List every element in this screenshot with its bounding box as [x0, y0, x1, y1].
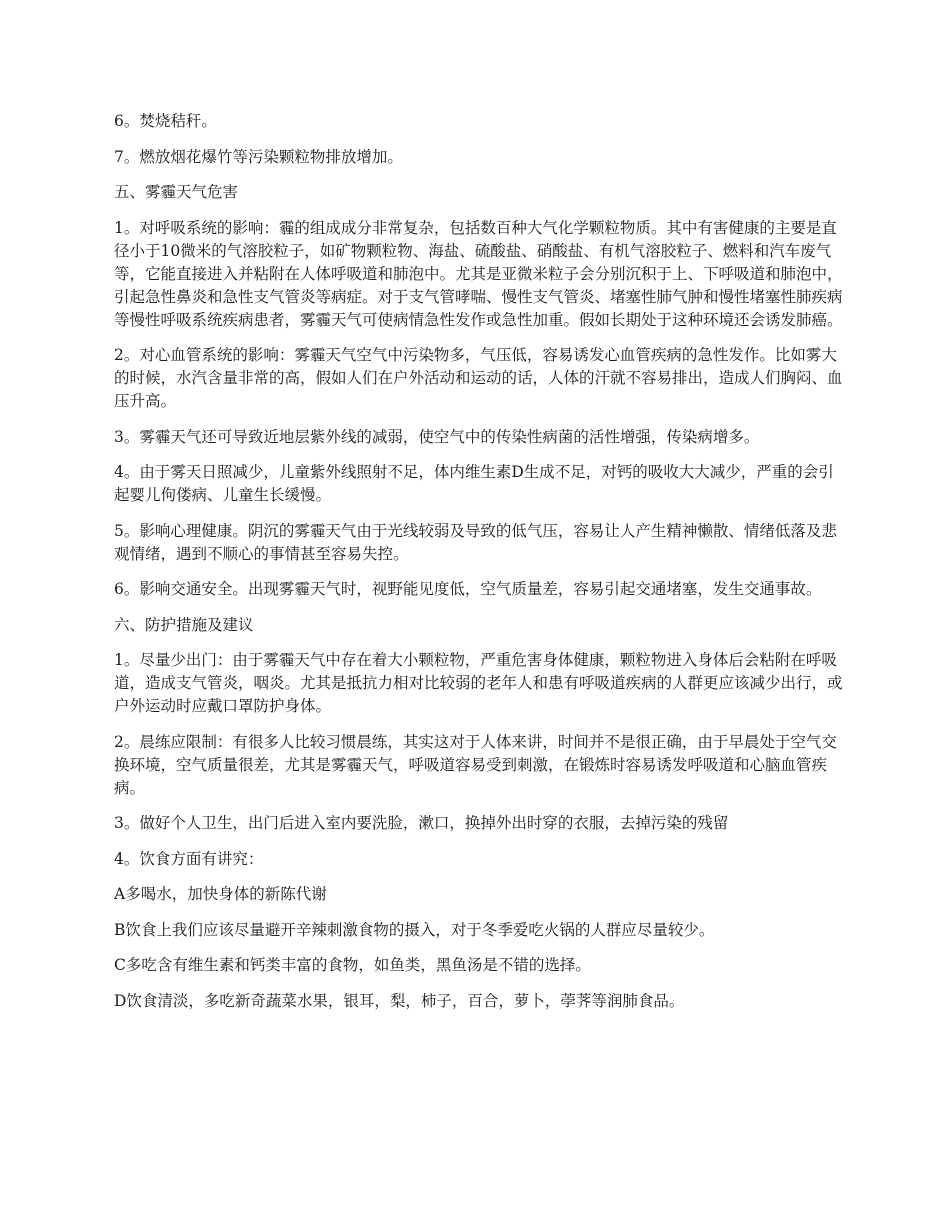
- list-item: A多喝水，加快身体的新陈代谢: [114, 885, 327, 903]
- paragraph: 3。做好个人卫生，出门后进入室内要洗脸，漱口，换掉外出时穿的衣服，去掉污染的残留: [114, 814, 729, 832]
- list-item: B饮食上我们应该尽量避开辛辣刺激食物的摄入，对于冬季爱吃火锅的人群应尽量较少。: [114, 920, 715, 939]
- paragraph: 5。影响心理健康。阴沉的雾霾天气由于光线较弱及导致的低气压，容易让人产生精神懒散、情绪低落及悲观情绪，遇到不顺心的事情甚至容易失控。: [114, 521, 837, 563]
- section-heading: 六、防护措施及建议: [114, 615, 254, 634]
- paragraph: 4。饮食方面有讲究：: [114, 849, 264, 868]
- list-item: D饮食清淡，多吃新奇蔬菜水果，银耳，梨，柿子，百合，萝卜，荸荠等润肺食品。: [114, 991, 685, 1010]
- paragraph: 4。由于雾天日照减少，儿童紫外线照射不足，体内维生素D生成不足，对钙的吸收大大减少，严重的会引起婴儿佝偻病、儿童生长缓慢。: [114, 463, 834, 504]
- paragraph: 6。影响交通安全。出现雾霾天气时，视野能见度低，空气质量差，容易引起交通堵塞，发生交通事故。: [114, 580, 822, 598]
- list-item: 7。燃放烟花爆竹等污染颗粒物排放增加。: [114, 147, 403, 166]
- list-item: 6。焚烧秸秆。: [114, 112, 217, 130]
- paragraph: 3。雾霾天气还可导致近地层紫外线的减弱，使空气中的传染性病菌的活性增强，传染病增多。: [114, 427, 760, 446]
- paragraph: 2。晨练应限制：有很多人比较习惯晨练，其实这对于人体来讲，时间并不是很正确，由于早晨处于空气交换环境，空气质量很差，尤其是雾霾天气，呼吸道容易受到刺激，在锻炼时容易诱发呼吸道和心脑血管疾病。: [114, 732, 837, 797]
- section-heading: 五、雾霾天气危害: [114, 183, 239, 201]
- paragraph: 2。对心血管系统的影响：雾霾天气空气中污染物多，气压低，容易诱发心血管疾病的急性发作。比如雾大的时候，水汽含量非常的高，假如人们在户外活动和运动的话，人体的汗就不容易排出，造成人们胸闷、血压升高。: [114, 346, 843, 410]
- paragraph: 1。尽量少出门：由于雾霾天气中存在着大小颗粒物，严重危害身体健康，颗粒物进入身体后会粘附在呼吸道，造成支气管炎，咽炎。尤其是抵抗力相对比较弱的老年人和患有呼吸道疾病的人群更应该减少出行，或户外运动时应戴口罩防护身体。: [114, 651, 843, 715]
- paragraph: 1。对呼吸系统的影响：霾的组成成分非常复杂，包括数百种大气化学颗粒物质。其中有害健康的主要是直径小于10微米的气溶胶粒子，如矿物颗粒物、海盐、硫酸盐、硝酸盐、有机气溶胶粒子、燃料和汽车废气等，它能直接进入并粘附在人体呼吸道和肺泡中。尤其是亚微米粒子会分别沉积于上、下呼吸道和肺泡中，引起急性鼻炎和急性支气管炎等病症。对于支气管哮喘、慢性支气管炎、堵塞性肺气肿和慢性堵塞性肺疾病等慢性呼吸系统疾病患者，雾霾天气可使病情急性发作或急性加重。假如长期处于这种环境还会诱发肺癌。: [114, 218, 843, 329]
- document-body: [114, 110, 844, 1025]
- list-item: C多吃含有维生素和钙类丰富的食物，如鱼类，黑鱼汤是不错的选择。: [114, 956, 591, 974]
